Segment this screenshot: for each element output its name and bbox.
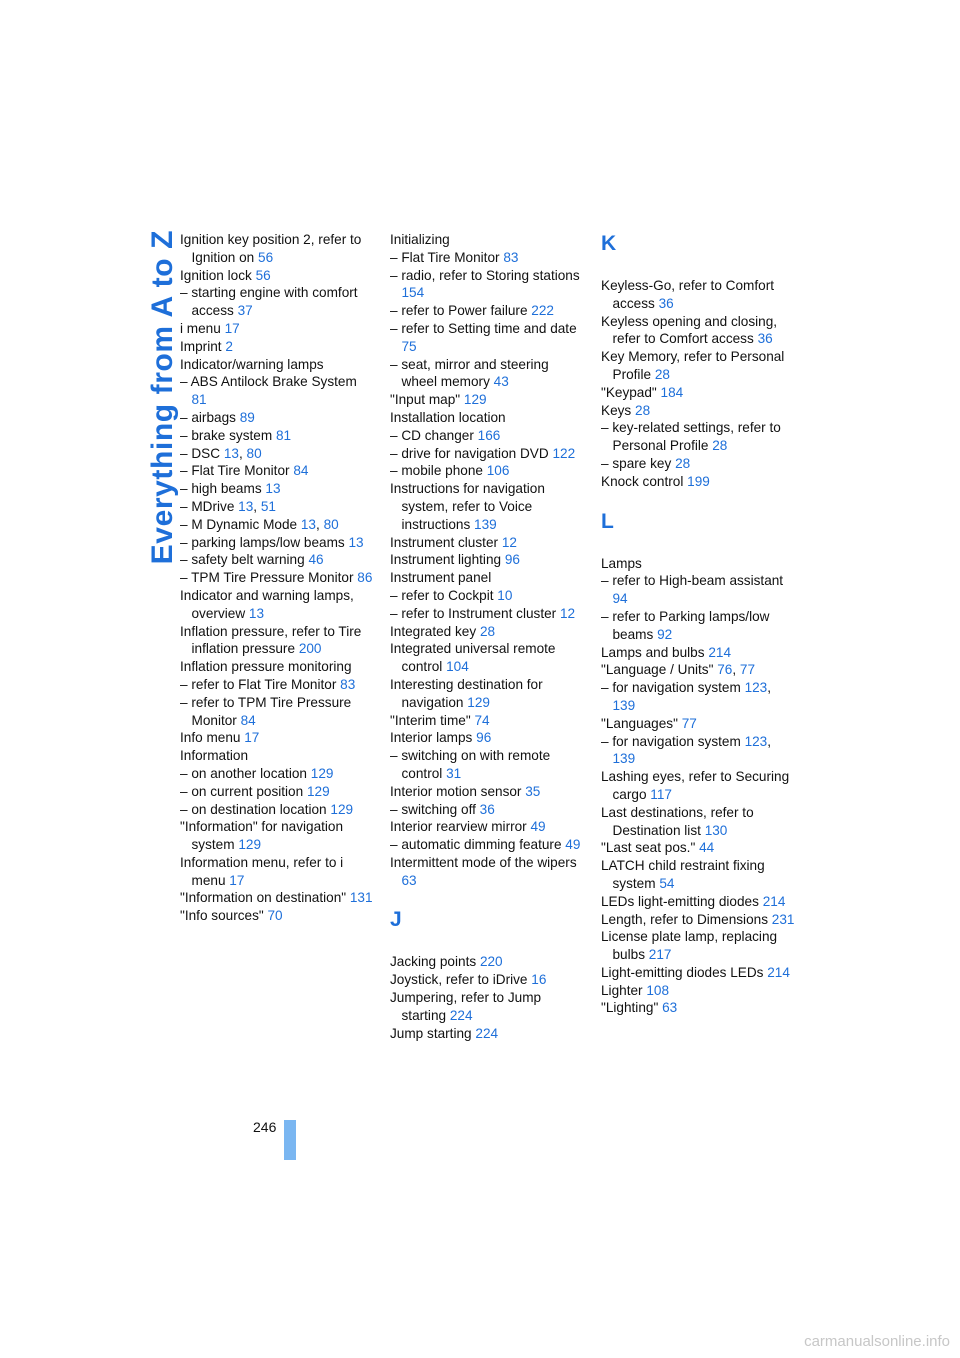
index-entry-text: Intermittent mode of the wipers xyxy=(390,854,577,870)
index-entry: – for navigation system 123, 139 xyxy=(601,680,772,713)
index-entry-text: – refer to Parking lamps/low beams xyxy=(601,608,770,642)
index-entry-text: – safety belt warning xyxy=(180,552,305,568)
page-link[interactable]: 130 xyxy=(704,822,728,838)
section-letter: K xyxy=(601,232,617,255)
index-entry-text: – high beams xyxy=(180,481,262,497)
index-entry-text: – switching off xyxy=(390,801,476,817)
page-link[interactable]: 139 xyxy=(612,751,636,767)
page-link[interactable]: 70 xyxy=(267,908,283,924)
page-link[interactable]: 131 xyxy=(349,890,373,906)
index-entry-text: Integrated universal remote control xyxy=(390,641,556,675)
index-entry-text: "Interim time" xyxy=(390,712,471,728)
index-entry-text: Installation location xyxy=(390,409,506,425)
index-entry-text: – key-related settings, refer to Personal Profile xyxy=(601,420,781,454)
index-entry xyxy=(601,277,796,313)
page-link[interactable]: 75 xyxy=(401,338,417,354)
index-column-3 xyxy=(601,231,796,1017)
index-entry xyxy=(180,783,375,801)
index-entry xyxy=(390,801,585,819)
index-entry-text: Inflation pressure monitoring xyxy=(180,659,352,675)
index-entry-text: Last destinations, refer to Destination list xyxy=(601,804,754,838)
page-link[interactable]: 63 xyxy=(662,1000,678,1016)
index-entry-text: – drive for navigation DVD xyxy=(390,445,549,461)
index-entry xyxy=(601,982,796,1000)
index-entry xyxy=(390,231,585,249)
index-entry-text: i menu xyxy=(180,320,221,336)
index-entry xyxy=(390,480,585,533)
index-entry-text: Keys xyxy=(601,402,632,418)
index-entry-text: – refer to Flat Tire Monitor xyxy=(180,676,337,692)
index-entry xyxy=(390,391,585,409)
index-entry xyxy=(390,427,585,445)
page-link[interactable]: 123 xyxy=(744,733,768,749)
page-link[interactable]: 49 xyxy=(565,837,581,853)
page-link[interactable]: 184 xyxy=(660,384,684,400)
index-entry xyxy=(390,712,585,730)
index-entry xyxy=(601,928,796,964)
page-link[interactable]: 12 xyxy=(501,534,517,550)
index-entry xyxy=(390,409,585,427)
index-entry xyxy=(601,804,796,840)
index-entry-text: Ignition key position 2, refer to Ignition on xyxy=(180,232,362,265)
index-entry xyxy=(601,402,796,420)
index-entry-text: – DSC xyxy=(180,445,221,461)
index-entry xyxy=(180,658,375,676)
page-link[interactable]: 129 xyxy=(463,392,487,408)
page-link[interactable]: 37 xyxy=(237,303,253,319)
index-entry xyxy=(601,715,796,733)
index-entry xyxy=(390,854,585,890)
index-entry xyxy=(601,473,796,491)
page-link[interactable]: 51 xyxy=(260,498,276,514)
index-entry-text: – for navigation system xyxy=(601,680,741,696)
page-link[interactable]: 28 xyxy=(712,438,728,454)
index-entry-text: Interesting destination for navigation xyxy=(390,676,543,710)
index-entry xyxy=(390,676,585,712)
page-link[interactable]: 139 xyxy=(474,516,497,532)
page-link[interactable]: 36 xyxy=(757,331,773,347)
page-link[interactable]: 77 xyxy=(681,715,697,731)
watermark: carmanualsonline.info xyxy=(804,1333,950,1350)
index-entry xyxy=(390,623,585,641)
page-link[interactable]: 56 xyxy=(258,249,274,265)
index-entry xyxy=(180,409,375,427)
page-link[interactable]: 166 xyxy=(477,427,501,443)
index-entry-text: License plate lamp, replacing bulbs xyxy=(601,929,778,963)
index-entry-text: – refer to TPM Tire Pressure Monitor xyxy=(180,694,352,728)
page-link[interactable]: 106 xyxy=(486,463,510,479)
page-link[interactable]: 28 xyxy=(675,455,691,471)
page-link[interactable]: 129 xyxy=(310,765,334,781)
index-entry xyxy=(390,989,585,1025)
page-link[interactable]: 94 xyxy=(612,591,628,607)
index-entry xyxy=(601,893,796,911)
index-entry xyxy=(180,676,375,694)
index-entry: – for navigation system 123, 139 xyxy=(601,733,772,767)
index-entry-text: Ignition lock xyxy=(180,267,252,283)
index-entry-text: Length, refer to Dimensions xyxy=(601,911,768,927)
index-entry-text: Imprint xyxy=(180,338,222,354)
page-link[interactable]: 108 xyxy=(646,982,670,998)
index-entry-text: Jacking points xyxy=(390,954,477,970)
page-link[interactable]: 17 xyxy=(229,872,245,888)
index-entry xyxy=(180,551,375,569)
page-link[interactable]: 83 xyxy=(503,249,519,265)
index-entry xyxy=(390,569,585,587)
index-entry xyxy=(180,889,375,907)
page-link[interactable]: 117 xyxy=(650,786,672,802)
index-entry xyxy=(390,971,585,989)
index-entry xyxy=(601,608,796,644)
index-entry xyxy=(390,249,585,267)
index-entry xyxy=(180,338,375,356)
index-entry xyxy=(601,384,796,402)
index-entry xyxy=(180,356,375,374)
index-entry-text: – TPM Tire Pressure Monitor xyxy=(180,570,354,586)
page-link[interactable]: 104 xyxy=(446,659,469,675)
page-link[interactable]: 231 xyxy=(771,911,795,927)
page-link[interactable]: 36 xyxy=(658,295,674,311)
page-link[interactable]: 13 xyxy=(265,481,281,497)
page-link[interactable]: 76 xyxy=(717,662,733,678)
index-entry-text: – ABS Antilock Brake System xyxy=(180,374,357,390)
index-entry-text: – refer to Instrument cluster xyxy=(390,605,557,621)
index-entry-text: – starting engine with comfort access xyxy=(180,285,358,319)
index-entry xyxy=(390,605,585,623)
index-entry xyxy=(180,587,375,623)
page-link[interactable]: 123 xyxy=(744,680,768,696)
page-link[interactable]: 129 xyxy=(330,801,354,817)
index-entry-text: LATCH child restraint fixing system xyxy=(601,858,765,891)
index-entry-text: Jump starting xyxy=(390,1025,472,1041)
index-entry-text: – automatic dimming feature xyxy=(390,837,562,853)
index-entry-text: – on another location xyxy=(180,765,307,781)
index-entry-text: Lamps and bulbs xyxy=(601,644,705,660)
index-entry-text: Light-emitting diodes LEDs xyxy=(601,964,764,980)
index-entry-text: Lashing eyes, refer to Securing cargo xyxy=(601,769,790,802)
page-number: 246 xyxy=(253,1119,277,1135)
page-link[interactable]: 224 xyxy=(449,1007,473,1023)
page-link[interactable]: 214 xyxy=(767,964,790,980)
page-link[interactable]: 46 xyxy=(308,552,324,568)
index-entry-text: – airbags xyxy=(180,409,236,425)
index-entry xyxy=(601,857,796,893)
index-entry xyxy=(601,419,796,455)
index-entry-text: Information menu, refer to i menu xyxy=(180,854,344,888)
page-link[interactable]: 28 xyxy=(654,366,670,382)
page-link[interactable]: 80 xyxy=(323,516,339,532)
index-entry-text: "Keypad" xyxy=(601,384,657,400)
index-entry-text: Inflation pressure, refer to Tire inflation pressure xyxy=(180,623,362,657)
index-entry-text: – parking lamps/low beams xyxy=(180,534,345,550)
index-entry xyxy=(390,356,585,392)
page-link[interactable]: 63 xyxy=(401,872,417,888)
index-entry-text: Keyless opening and closing, refer to Comfort access xyxy=(601,313,778,347)
page-link[interactable]: 214 xyxy=(708,644,732,660)
page-link[interactable]: 217 xyxy=(648,947,672,963)
page-link[interactable]: 81 xyxy=(275,427,292,443)
page-link[interactable]: 80 xyxy=(246,445,262,461)
index-entry xyxy=(390,729,585,747)
index-entry xyxy=(390,267,585,303)
page-link[interactable]: 84 xyxy=(240,712,256,728)
page-link[interactable]: 28 xyxy=(479,623,496,639)
page-link[interactable]: 81 xyxy=(191,392,207,408)
page-link[interactable]: 13 xyxy=(248,605,265,621)
index-entry: – DSC 13, 80 xyxy=(180,445,262,461)
index-column-1 xyxy=(180,231,375,925)
page-link[interactable]: 31 xyxy=(446,765,462,781)
index-entry xyxy=(180,747,375,765)
index-entry xyxy=(180,907,375,925)
index-entry-text: "Last seat pos." xyxy=(601,840,696,856)
page-link[interactable]: 92 xyxy=(657,626,673,642)
index-entry-text: – radio, refer to Storing stations xyxy=(390,267,580,283)
index-entry-text: – CD changer xyxy=(390,427,474,443)
index-entry xyxy=(390,587,585,605)
index-entry xyxy=(601,964,796,982)
index-entry xyxy=(601,572,796,608)
index-entry-text: – refer to High-beam assistant xyxy=(601,573,784,589)
page-link[interactable]: 86 xyxy=(357,570,373,586)
index-entry xyxy=(601,644,796,662)
index-entry xyxy=(180,373,375,409)
index-entry-text: Instructions for navigation system, refer to Voice instructions xyxy=(390,481,545,532)
index-entry-text: Information xyxy=(180,748,249,764)
page-link[interactable]: 17 xyxy=(244,730,260,746)
index-entry-text: – brake system xyxy=(180,427,273,443)
index-entry-text: Key Memory, refer to Personal Profile xyxy=(601,349,785,382)
index-entry-text: Instrument cluster xyxy=(390,534,499,550)
index-entry xyxy=(390,320,585,356)
index-entry-text: Integrated key xyxy=(390,623,477,639)
index-entry-text: – mobile phone xyxy=(390,463,483,479)
index-entry-text: Knock control xyxy=(601,473,684,489)
page-link[interactable]: 122 xyxy=(552,445,576,461)
index-entry-text: Joystick, refer to iDrive xyxy=(390,972,528,988)
index-entry xyxy=(180,534,375,552)
index-entry-text: – on current position xyxy=(180,783,304,799)
index-entry xyxy=(180,267,375,285)
page-link[interactable]: 129 xyxy=(306,783,330,799)
page-link[interactable]: 139 xyxy=(612,697,636,713)
index-entry xyxy=(180,729,375,747)
index-entry xyxy=(390,302,585,320)
index-entry xyxy=(390,640,585,676)
index-entry-text: LEDs light-emitting diodes xyxy=(601,893,759,909)
index-entry xyxy=(601,839,796,857)
index-entry-text: Jumpering, refer to Jump starting xyxy=(390,990,542,1023)
page-link[interactable]: 10 xyxy=(497,587,513,603)
index-entry-text: – Flat Tire Monitor xyxy=(390,249,500,265)
index-entry-text: Lighter xyxy=(601,982,643,998)
index-entry-text: Info menu xyxy=(180,730,241,746)
index-entry-text: Instrument lighting xyxy=(390,552,502,568)
index-entry xyxy=(390,818,585,836)
index-entry xyxy=(390,836,585,854)
page-link[interactable]: 214 xyxy=(762,893,786,909)
index-entry-text: – MDrive xyxy=(180,498,235,514)
page-link[interactable]: 16 xyxy=(531,972,547,988)
index-entry xyxy=(180,818,375,854)
page-link[interactable]: 35 xyxy=(525,783,541,799)
index-entry xyxy=(601,911,796,929)
index-entry: – MDrive 13, 51 xyxy=(180,498,276,514)
page-link[interactable]: 56 xyxy=(255,267,271,283)
page-link[interactable]: 17 xyxy=(224,320,240,336)
index-entry xyxy=(180,427,375,445)
index-entry xyxy=(390,445,585,463)
page-link[interactable]: 89 xyxy=(239,409,255,425)
index-entry xyxy=(601,555,796,573)
index-entry xyxy=(180,765,375,783)
index-entry-text: "Information on destination" xyxy=(180,890,347,906)
page-link[interactable]: 43 xyxy=(493,374,509,390)
page-link[interactable]: 129 xyxy=(238,837,262,853)
section-letter: L xyxy=(601,509,614,533)
index-entry xyxy=(601,313,796,349)
index-entry-text: "Info sources" xyxy=(180,908,264,924)
index-entry-text: "Languages" xyxy=(601,715,678,731)
page-link[interactable]: 49 xyxy=(530,819,546,835)
index-entry-text: Initializing xyxy=(390,232,450,247)
page-link[interactable]: 96 xyxy=(504,552,520,568)
index-entry-text: Instrument panel xyxy=(390,570,492,586)
index-entry xyxy=(601,348,796,384)
page-marker-bar xyxy=(284,1120,296,1160)
index-entry-text: Interior motion sensor xyxy=(390,783,522,799)
index-entry xyxy=(390,551,585,569)
index-entry xyxy=(390,462,585,480)
page-link[interactable]: 83 xyxy=(340,676,356,692)
index-entry xyxy=(601,999,796,1017)
page-link[interactable]: 77 xyxy=(739,662,756,678)
index-entry-text: – M Dynamic Mode xyxy=(180,516,298,532)
index-entry-text: "Input map" xyxy=(390,392,461,408)
index-entry-text: "Language / Units" xyxy=(601,662,714,678)
side-title: Everything from A to Z xyxy=(146,230,179,565)
page-link[interactable]: 13 xyxy=(238,498,254,514)
index-entry-text: – seat, mirror and steering wheel memory xyxy=(390,356,549,390)
page-link[interactable]: 200 xyxy=(298,641,322,657)
index-entry-text: – refer to Cockpit xyxy=(390,587,494,603)
page-link[interactable]: 84 xyxy=(293,463,309,479)
index-entry xyxy=(180,854,375,890)
page-link[interactable]: 224 xyxy=(475,1025,499,1041)
index-entry-text: Keyless-Go, refer to Comfort access xyxy=(601,278,774,311)
index-entry xyxy=(180,623,375,659)
index-entry-text: – Flat Tire Monitor xyxy=(180,463,290,479)
index-entry xyxy=(180,320,375,338)
page-link[interactable]: 129 xyxy=(467,694,490,710)
page-link[interactable]: 28 xyxy=(635,402,651,418)
index-entry-text: – for navigation system xyxy=(601,733,741,749)
index-entry-text: – on destination location xyxy=(180,801,327,817)
page-link[interactable]: 13 xyxy=(348,534,364,550)
index-entry xyxy=(180,231,375,267)
index-entry xyxy=(180,284,375,320)
index-entry-text: Lamps xyxy=(601,555,642,571)
index-entry xyxy=(180,480,375,498)
page-link[interactable]: 13 xyxy=(223,445,239,461)
page-link[interactable]: 222 xyxy=(531,303,554,319)
section-letter: J xyxy=(390,908,402,932)
index-entry xyxy=(390,1025,585,1043)
index-entry-text: – refer to Setting time and date xyxy=(390,320,577,336)
index-entry-text: Interior rearview mirror xyxy=(390,819,527,835)
page-link[interactable]: 44 xyxy=(699,840,715,856)
index-entry-text: "Information" for navigation system xyxy=(180,819,344,853)
index-entry xyxy=(390,747,585,783)
index-entry-text: – spare key xyxy=(601,455,672,471)
index-entry xyxy=(180,694,375,730)
page-link[interactable]: 36 xyxy=(479,801,495,817)
page-link[interactable]: 220 xyxy=(479,954,503,970)
page-link[interactable]: 13 xyxy=(300,516,316,532)
index-entry-text: – switching on with remote control xyxy=(390,748,551,781)
index-entry-text: Indicator/warning lamps xyxy=(180,356,324,372)
index-entry-text: – refer to Power failure xyxy=(390,303,528,319)
index-entry xyxy=(390,534,585,552)
index-entry: "Language / Units" 76, 77 xyxy=(601,662,756,678)
page-link[interactable]: 154 xyxy=(401,285,425,301)
page-link[interactable]: 54 xyxy=(659,875,675,891)
index-column-2 xyxy=(390,231,585,1042)
index-entry xyxy=(180,569,375,587)
index-entry xyxy=(601,455,796,473)
index-entry-text: Interior lamps xyxy=(390,730,473,746)
page-link[interactable]: 96 xyxy=(476,730,492,746)
index-entry xyxy=(390,953,585,971)
index-entry-text: Indicator and warning lamps, overview xyxy=(180,587,354,621)
index-entry xyxy=(601,768,796,804)
index-entry xyxy=(390,783,585,801)
page-link[interactable]: 199 xyxy=(687,473,710,489)
index-entry xyxy=(180,801,375,819)
index-entry xyxy=(180,462,375,480)
page-link[interactable]: 12 xyxy=(560,605,576,621)
index-entry: – M Dynamic Mode 13, 80 xyxy=(180,516,339,532)
page-link[interactable]: 2 xyxy=(225,338,233,354)
page-link[interactable]: 74 xyxy=(474,712,490,728)
index-entry-text: "Lighting" xyxy=(601,1000,659,1016)
